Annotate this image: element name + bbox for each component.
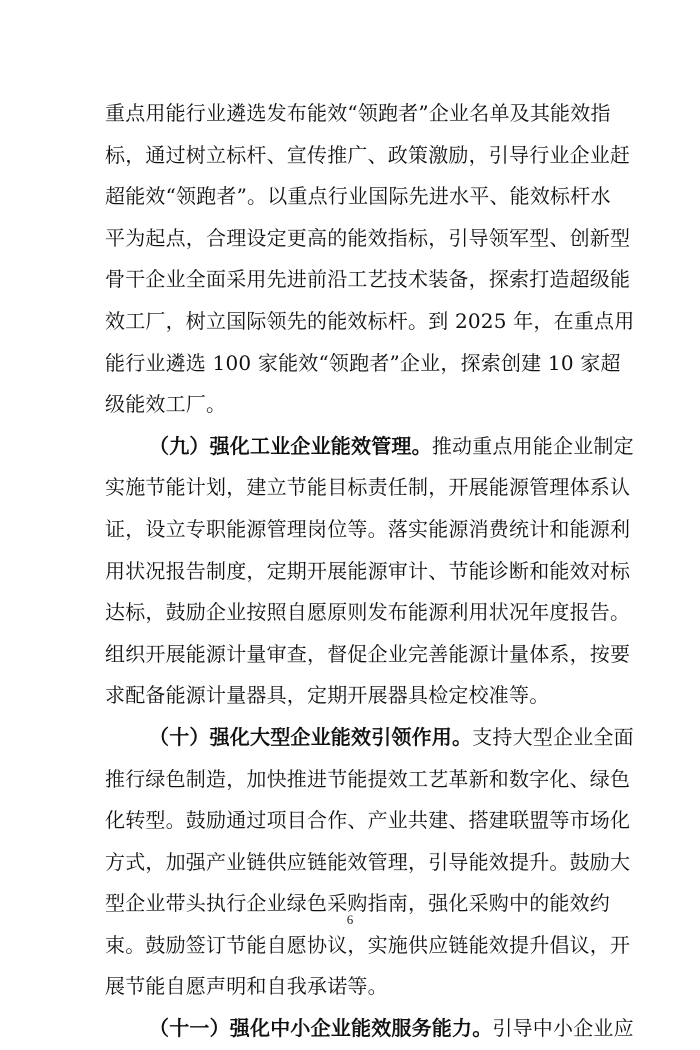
section-heading: （十一）强化中小企业能效服务能力。 xyxy=(149,1016,493,1041)
text-line: 级能效工厂。 xyxy=(105,392,227,417)
paragraph-2 xyxy=(105,426,634,717)
text-line: 束。鼓励签订节能自愿协议，实施供应链能效提升倡议，开 xyxy=(105,932,631,957)
text-line: 效工厂，树立国际领先的能效标杆。到 2025 年，在重点用 xyxy=(105,308,635,333)
section-heading: （十）强化大型企业能效引领作用。 xyxy=(149,724,473,749)
text-line: 求配备能源计量器具，定期开展器具检定校准等。 xyxy=(105,683,550,708)
text-span: 推动重点用能企业制定 xyxy=(431,433,634,458)
text-line: 证，设立专职能源管理岗位等。落实能源消费统计和能源利 xyxy=(105,516,631,541)
text-line: 组织开展能源计量审查，督促企业完善能源计量体系，按要 xyxy=(105,641,631,666)
text-line: 超能效“领跑者”。以重点行业国际先进水平、能效标杆水 xyxy=(105,184,611,209)
text-line: 实施节能计划，建立节能目标责任制，开展能源管理体系认 xyxy=(105,475,631,500)
paragraph-4 xyxy=(105,1008,634,1050)
text-line: 展节能自愿声明和自我承诺等。 xyxy=(105,974,388,999)
text-line: 标，通过树立标杆、宣传推广、政策激励，引导行业企业赶 xyxy=(105,142,631,167)
text-line: 能行业遴选 100 家能效“领跑者”企业，探索创建 10 家超 xyxy=(105,350,621,375)
text-line: 骨干企业全面采用先进前沿工艺技术装备，探索打造超级能 xyxy=(105,267,631,292)
document-body xyxy=(105,93,635,1050)
text-line: 化转型。鼓励通过项目合作、产业共建、搭建联盟等市场化 xyxy=(105,808,631,833)
text-span: 引导中小企业应 xyxy=(492,1016,634,1041)
paragraph-3 xyxy=(105,717,634,1008)
page-number: 6 xyxy=(346,912,354,927)
text-line xyxy=(105,426,634,468)
section-heading: （九）强化工业企业能效管理。 xyxy=(149,433,432,458)
text-line: 方式，加强产业链供应链能效管理，引导能效提升。鼓励大 xyxy=(105,849,631,874)
text-line xyxy=(105,1008,634,1050)
paragraph-1 xyxy=(105,93,635,426)
text-line xyxy=(105,717,634,759)
text-line: 平为起点，合理设定更高的能效指标，引导领军型、创新型 xyxy=(105,225,631,250)
text-line: 达标，鼓励企业按照自愿原则发布能源利用状况年度报告。 xyxy=(105,600,631,625)
text-line: 用状况报告制度，定期开展能源审计、节能诊断和能效对标 xyxy=(105,558,631,583)
text-line: 推行绿色制造，加快推进节能提效工艺革新和数字化、绿色 xyxy=(105,766,631,791)
text-span: 支持大型企业全面 xyxy=(472,724,634,749)
text-line: 重点用能行业遴选发布能效“领跑者”企业名单及其能效指 xyxy=(105,101,611,125)
text-line: 型企业带头执行企业绿色采购指南，强化采购中的能效约 xyxy=(105,891,610,916)
